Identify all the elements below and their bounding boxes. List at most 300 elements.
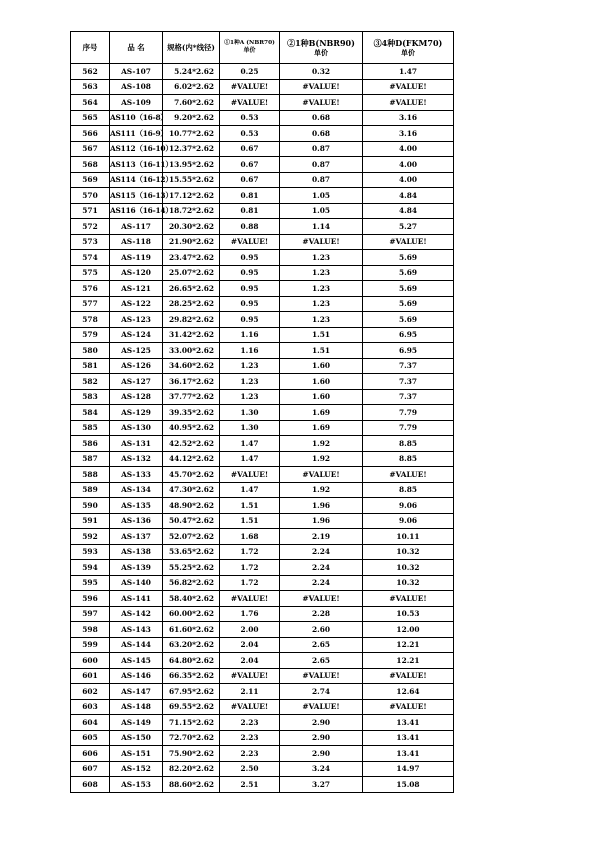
cell-price-fkm70: 8.85 [363, 482, 454, 498]
table-row [71, 79, 454, 95]
cell-spec: 44.12*2.62 [163, 451, 220, 467]
table-row [71, 281, 454, 297]
cell-no: 577 [71, 296, 110, 312]
cell-name: AS-107 [110, 64, 163, 80]
cell-price-fkm70: 6.95 [363, 343, 454, 359]
cell-name: AS-144 [110, 637, 163, 653]
cell-price-nbr90: 1.69 [280, 420, 363, 436]
cell-spec: 48.90*2.62 [163, 498, 220, 514]
header-name: 品 名 [110, 32, 163, 64]
table-row [71, 389, 454, 405]
cell-no: 581 [71, 358, 110, 374]
cell-no: 606 [71, 746, 110, 762]
cell-price-fkm70: 10.32 [363, 575, 454, 591]
table-row [71, 513, 454, 529]
cell-price-nbr70: 0.67 [220, 141, 280, 157]
table-row [71, 560, 454, 576]
cell-no: 563 [71, 79, 110, 95]
table-row [71, 405, 454, 421]
cell-name: AS-150 [110, 730, 163, 746]
cell-price-fkm70: 4.84 [363, 188, 454, 204]
table-header [71, 32, 454, 64]
table-row [71, 420, 454, 436]
cell-name: AS-153 [110, 777, 163, 793]
cell-price-nbr70: 1.16 [220, 343, 280, 359]
cell-name: AS111（16-9） [110, 126, 163, 142]
cell-price-fkm70: #VALUE! [363, 95, 454, 111]
cell-name: AS-124 [110, 327, 163, 343]
cell-price-fkm70: 3.16 [363, 126, 454, 142]
cell-spec: 33.00*2.62 [163, 343, 220, 359]
cell-price-nbr90: 1.05 [280, 188, 363, 204]
table-row [71, 684, 454, 700]
cell-price-fkm70: 5.69 [363, 312, 454, 328]
cell-spec: 5.24*2.62 [163, 64, 220, 80]
cell-name: AS-147 [110, 684, 163, 700]
cell-price-fkm70: 5.69 [363, 265, 454, 281]
cell-price-nbr70: 2.50 [220, 761, 280, 777]
table-row [71, 265, 454, 281]
table-row [71, 250, 454, 266]
cell-name: AS-109 [110, 95, 163, 111]
cell-price-nbr90: 1.23 [280, 296, 363, 312]
cell-price-fkm70: 4.84 [363, 203, 454, 219]
cell-name: AS-119 [110, 250, 163, 266]
cell-no: 584 [71, 405, 110, 421]
table-row [71, 157, 454, 173]
table-row [71, 95, 454, 111]
cell-spec: 75.90*2.62 [163, 746, 220, 762]
cell-price-nbr70: 0.95 [220, 296, 280, 312]
cell-price-nbr90: 2.60 [280, 622, 363, 638]
table-row [71, 126, 454, 142]
cell-spec: 26.65*2.62 [163, 281, 220, 297]
header-price-nbr70-unit: 单价 [243, 47, 256, 55]
header-spec: 规格(内*线径) [163, 32, 220, 64]
cell-price-nbr90: 2.19 [280, 529, 363, 545]
table-row [71, 358, 454, 374]
cell-price-nbr90: 1.51 [280, 343, 363, 359]
cell-price-nbr90: 1.23 [280, 265, 363, 281]
cell-name: AS-121 [110, 281, 163, 297]
cell-price-fkm70: 1.47 [363, 64, 454, 80]
cell-price-fkm70: 8.85 [363, 436, 454, 452]
cell-no: 608 [71, 777, 110, 793]
cell-price-fkm70: #VALUE! [363, 467, 454, 483]
cell-price-nbr90: 1.23 [280, 281, 363, 297]
cell-no: 602 [71, 684, 110, 700]
cell-name: AS-152 [110, 761, 163, 777]
cell-price-fkm70: 14.97 [363, 761, 454, 777]
cell-price-nbr90: 2.65 [280, 637, 363, 653]
cell-name: AS-135 [110, 498, 163, 514]
table-row [71, 110, 454, 126]
cell-price-nbr70: #VALUE! [220, 467, 280, 483]
cell-price-fkm70: 4.00 [363, 172, 454, 188]
cell-spec: 53.65*2.62 [163, 544, 220, 560]
cell-price-nbr70: 1.30 [220, 405, 280, 421]
cell-name: AS-127 [110, 374, 163, 390]
header-price-fkm70-title: ③4种D(FKM70) [373, 38, 443, 48]
cell-price-nbr70: 0.53 [220, 110, 280, 126]
cell-price-nbr70: 1.23 [220, 358, 280, 374]
cell-price-nbr90: #VALUE! [280, 668, 363, 684]
cell-price-fkm70: 3.16 [363, 110, 454, 126]
cell-no: 597 [71, 606, 110, 622]
cell-price-fkm70: 9.06 [363, 498, 454, 514]
cell-price-nbr90: 0.87 [280, 157, 363, 173]
cell-price-fkm70: 10.53 [363, 606, 454, 622]
cell-spec: 47.30*2.62 [163, 482, 220, 498]
cell-name: AS-131 [110, 436, 163, 452]
cell-price-nbr70: 1.72 [220, 575, 280, 591]
cell-price-nbr90: 1.14 [280, 219, 363, 235]
cell-price-nbr90: 3.27 [280, 777, 363, 793]
cell-no: 582 [71, 374, 110, 390]
cell-no: 599 [71, 637, 110, 653]
cell-price-nbr90: 2.90 [280, 715, 363, 731]
cell-price-nbr70: 2.23 [220, 715, 280, 731]
cell-spec: 31.42*2.62 [163, 327, 220, 343]
cell-no: 574 [71, 250, 110, 266]
cell-spec: 45.70*2.62 [163, 467, 220, 483]
cell-price-nbr90: 2.24 [280, 544, 363, 560]
cell-price-nbr70: 1.72 [220, 560, 280, 576]
cell-price-nbr70: 2.23 [220, 746, 280, 762]
cell-no: 596 [71, 591, 110, 607]
cell-price-nbr70: 1.76 [220, 606, 280, 622]
cell-price-fkm70: 7.79 [363, 405, 454, 421]
cell-price-nbr90: 2.90 [280, 746, 363, 762]
cell-price-nbr90: 3.24 [280, 761, 363, 777]
cell-spec: 17.12*2.62 [163, 188, 220, 204]
cell-no: 568 [71, 157, 110, 173]
cell-spec: 9.20*2.62 [163, 110, 220, 126]
cell-price-nbr90: 1.51 [280, 327, 363, 343]
cell-spec: 82.20*2.62 [163, 761, 220, 777]
table-body [71, 64, 454, 793]
cell-price-nbr90: #VALUE! [280, 95, 363, 111]
cell-no: 571 [71, 203, 110, 219]
cell-name: AS-148 [110, 699, 163, 715]
cell-name: AS-117 [110, 219, 163, 235]
cell-price-nbr70: 0.88 [220, 219, 280, 235]
cell-no: 566 [71, 126, 110, 142]
header-price-fkm70-unit: 单价 [401, 48, 415, 57]
cell-spec: 13.95*2.62 [163, 157, 220, 173]
table-row [71, 575, 454, 591]
cell-price-fkm70: #VALUE! [363, 234, 454, 250]
table-row [71, 482, 454, 498]
cell-no: 598 [71, 622, 110, 638]
cell-spec: 29.82*2.62 [163, 312, 220, 328]
cell-price-fkm70: 13.41 [363, 746, 454, 762]
cell-spec: 15.55*2.62 [163, 172, 220, 188]
cell-price-nbr90: 2.24 [280, 560, 363, 576]
cell-price-nbr70: 1.30 [220, 420, 280, 436]
cell-price-nbr70: 1.68 [220, 529, 280, 545]
cell-no: 579 [71, 327, 110, 343]
table-row [71, 172, 454, 188]
cell-price-nbr70: 1.51 [220, 513, 280, 529]
table-row [71, 529, 454, 545]
cell-price-nbr90: #VALUE! [280, 699, 363, 715]
cell-spec: 20.30*2.62 [163, 219, 220, 235]
cell-spec: 66.35*2.62 [163, 668, 220, 684]
cell-no: 578 [71, 312, 110, 328]
cell-price-nbr90: 2.28 [280, 606, 363, 622]
table-row [71, 327, 454, 343]
cell-spec: 12.37*2.62 [163, 141, 220, 157]
cell-price-fkm70: 13.41 [363, 730, 454, 746]
table-row [71, 637, 454, 653]
cell-price-fkm70: 7.79 [363, 420, 454, 436]
cell-price-nbr70: 2.51 [220, 777, 280, 793]
cell-name: AS-143 [110, 622, 163, 638]
price-table [70, 31, 454, 793]
table-row [71, 296, 454, 312]
cell-spec: 69.55*2.62 [163, 699, 220, 715]
cell-name: AS-145 [110, 653, 163, 669]
cell-no: 595 [71, 575, 110, 591]
cell-price-nbr90: 0.87 [280, 172, 363, 188]
cell-price-fkm70: 8.85 [363, 451, 454, 467]
cell-price-fkm70: 7.37 [363, 389, 454, 405]
table-row [71, 188, 454, 204]
cell-price-nbr70: #VALUE! [220, 668, 280, 684]
cell-spec: 67.95*2.62 [163, 684, 220, 700]
cell-price-nbr90: 1.96 [280, 513, 363, 529]
cell-name: AS-137 [110, 529, 163, 545]
cell-name: AS116（16-14） [110, 203, 163, 219]
cell-name: AS-151 [110, 746, 163, 762]
cell-price-nbr70: #VALUE! [220, 95, 280, 111]
cell-price-nbr90: 1.60 [280, 389, 363, 405]
header-price-nbr70-title: ①1种A (NBR70) [224, 39, 275, 46]
table-row [71, 498, 454, 514]
table-row [71, 668, 454, 684]
table-row [71, 374, 454, 390]
cell-price-nbr70: #VALUE! [220, 79, 280, 95]
cell-spec: 23.47*2.62 [163, 250, 220, 266]
cell-price-fkm70: 6.95 [363, 327, 454, 343]
cell-name: AS-125 [110, 343, 163, 359]
cell-price-nbr70: 0.95 [220, 281, 280, 297]
cell-no: 572 [71, 219, 110, 235]
cell-no: 573 [71, 234, 110, 250]
cell-price-nbr70: 0.95 [220, 250, 280, 266]
cell-name: AS-132 [110, 451, 163, 467]
cell-price-nbr90: 1.92 [280, 436, 363, 452]
cell-name: AS-138 [110, 544, 163, 560]
cell-spec: 56.82*2.62 [163, 575, 220, 591]
table-row [71, 219, 454, 235]
cell-price-fkm70: 5.69 [363, 296, 454, 312]
cell-price-fkm70: 7.37 [363, 358, 454, 374]
cell-price-fkm70: 4.00 [363, 157, 454, 173]
cell-spec: 52.07*2.62 [163, 529, 220, 545]
cell-price-fkm70: 7.37 [363, 374, 454, 390]
cell-spec: 7.60*2.62 [163, 95, 220, 111]
cell-no: 575 [71, 265, 110, 281]
cell-price-nbr90: 0.87 [280, 141, 363, 157]
table-row [71, 451, 454, 467]
cell-no: 567 [71, 141, 110, 157]
cell-spec: 39.35*2.62 [163, 405, 220, 421]
table-row [71, 606, 454, 622]
header-price-nbr90 [280, 32, 363, 64]
cell-price-nbr90: 2.90 [280, 730, 363, 746]
table-row [71, 622, 454, 638]
cell-spec: 71.15*2.62 [163, 715, 220, 731]
cell-spec: 40.95*2.62 [163, 420, 220, 436]
cell-spec: 60.00*2.62 [163, 606, 220, 622]
cell-spec: 28.25*2.62 [163, 296, 220, 312]
cell-price-nbr70: 1.16 [220, 327, 280, 343]
cell-name: AS-128 [110, 389, 163, 405]
table-row [71, 141, 454, 157]
cell-price-fkm70: #VALUE! [363, 591, 454, 607]
cell-price-fkm70: 12.64 [363, 684, 454, 700]
header-price-nbr70 [220, 32, 280, 64]
cell-name: AS-126 [110, 358, 163, 374]
cell-price-fkm70: #VALUE! [363, 699, 454, 715]
cell-no: 588 [71, 467, 110, 483]
cell-price-nbr70: 2.00 [220, 622, 280, 638]
cell-spec: 21.90*2.62 [163, 234, 220, 250]
cell-spec: 10.77*2.62 [163, 126, 220, 142]
cell-price-nbr70: 0.67 [220, 172, 280, 188]
cell-name: AS-146 [110, 668, 163, 684]
cell-price-fkm70: 10.32 [363, 544, 454, 560]
cell-price-fkm70: #VALUE! [363, 79, 454, 95]
cell-spec: 37.77*2.62 [163, 389, 220, 405]
cell-price-nbr70: 2.11 [220, 684, 280, 700]
header-row [71, 32, 454, 64]
cell-no: 600 [71, 653, 110, 669]
cell-price-nbr70: 1.47 [220, 482, 280, 498]
cell-no: 564 [71, 95, 110, 111]
cell-spec: 6.02*2.62 [163, 79, 220, 95]
cell-price-nbr90: 2.24 [280, 575, 363, 591]
cell-price-nbr90: #VALUE! [280, 79, 363, 95]
header-price-nbr90-title: ②1种B(NBR90) [287, 38, 355, 48]
cell-name: AS-122 [110, 296, 163, 312]
cell-name: AS-139 [110, 560, 163, 576]
cell-name: AS-123 [110, 312, 163, 328]
header-price-nbr90-unit: 单价 [314, 48, 328, 57]
cell-name: AS-133 [110, 467, 163, 483]
cell-price-fkm70: #VALUE! [363, 668, 454, 684]
cell-no: 585 [71, 420, 110, 436]
cell-name: AS-120 [110, 265, 163, 281]
table-row [71, 234, 454, 250]
cell-name: AS115（16-13） [110, 188, 163, 204]
cell-price-fkm70: 5.69 [363, 281, 454, 297]
cell-name: AS-118 [110, 234, 163, 250]
table-row [71, 653, 454, 669]
cell-price-nbr70: 1.47 [220, 451, 280, 467]
cell-name: AS-140 [110, 575, 163, 591]
cell-price-nbr90: #VALUE! [280, 234, 363, 250]
cell-price-nbr70: 1.51 [220, 498, 280, 514]
cell-price-fkm70: 12.00 [363, 622, 454, 638]
cell-price-fkm70: 4.00 [363, 141, 454, 157]
cell-price-nbr90: #VALUE! [280, 467, 363, 483]
table-row [71, 746, 454, 762]
cell-price-nbr90: 2.74 [280, 684, 363, 700]
cell-price-nbr70: 1.72 [220, 544, 280, 560]
cell-spec: 18.72*2.62 [163, 203, 220, 219]
table-row [71, 544, 454, 560]
cell-no: 570 [71, 188, 110, 204]
table-row [71, 761, 454, 777]
cell-price-nbr70: #VALUE! [220, 699, 280, 715]
cell-name: AS110（16-8） [110, 110, 163, 126]
cell-spec: 88.60*2.62 [163, 777, 220, 793]
header-no: 序号 [71, 32, 110, 64]
header-price-fkm70 [363, 32, 454, 64]
cell-no: 590 [71, 498, 110, 514]
cell-price-nbr70: #VALUE! [220, 591, 280, 607]
cell-spec: 50.47*2.62 [163, 513, 220, 529]
table-row [71, 467, 454, 483]
cell-price-fkm70: 13.41 [363, 715, 454, 731]
table-row [71, 436, 454, 452]
cell-price-fkm70: 10.32 [363, 560, 454, 576]
cell-price-nbr70: 2.04 [220, 653, 280, 669]
cell-name: AS-149 [110, 715, 163, 731]
table-row [71, 203, 454, 219]
cell-price-nbr70: 0.67 [220, 157, 280, 173]
cell-name: AS114（16-12） [110, 172, 163, 188]
cell-price-nbr90: 1.96 [280, 498, 363, 514]
table-row [71, 715, 454, 731]
cell-price-nbr90: 1.23 [280, 250, 363, 266]
cell-price-nbr70: 0.81 [220, 188, 280, 204]
cell-price-nbr90: 1.69 [280, 405, 363, 421]
cell-price-nbr90: 1.92 [280, 482, 363, 498]
cell-no: 569 [71, 172, 110, 188]
cell-name: AS-142 [110, 606, 163, 622]
cell-no: 594 [71, 560, 110, 576]
cell-no: 580 [71, 343, 110, 359]
cell-no: 586 [71, 436, 110, 452]
cell-price-fkm70: 15.08 [363, 777, 454, 793]
cell-price-nbr70: #VALUE! [220, 234, 280, 250]
cell-no: 576 [71, 281, 110, 297]
cell-no: 591 [71, 513, 110, 529]
cell-name: AS-134 [110, 482, 163, 498]
cell-spec: 58.40*2.62 [163, 591, 220, 607]
cell-price-fkm70: 5.27 [363, 219, 454, 235]
cell-price-nbr90: 1.60 [280, 358, 363, 374]
cell-price-nbr70: 1.23 [220, 389, 280, 405]
cell-spec: 61.60*2.62 [163, 622, 220, 638]
cell-name: AS-129 [110, 405, 163, 421]
cell-no: 603 [71, 699, 110, 715]
cell-price-nbr70: 0.95 [220, 265, 280, 281]
cell-price-nbr70: 0.25 [220, 64, 280, 80]
cell-spec: 55.25*2.62 [163, 560, 220, 576]
table-row [71, 730, 454, 746]
cell-price-nbr90: 1.05 [280, 203, 363, 219]
cell-price-nbr70: 2.04 [220, 637, 280, 653]
table-row [71, 777, 454, 793]
cell-price-nbr70: 2.23 [220, 730, 280, 746]
cell-price-nbr70: 0.53 [220, 126, 280, 142]
cell-name: AS-141 [110, 591, 163, 607]
